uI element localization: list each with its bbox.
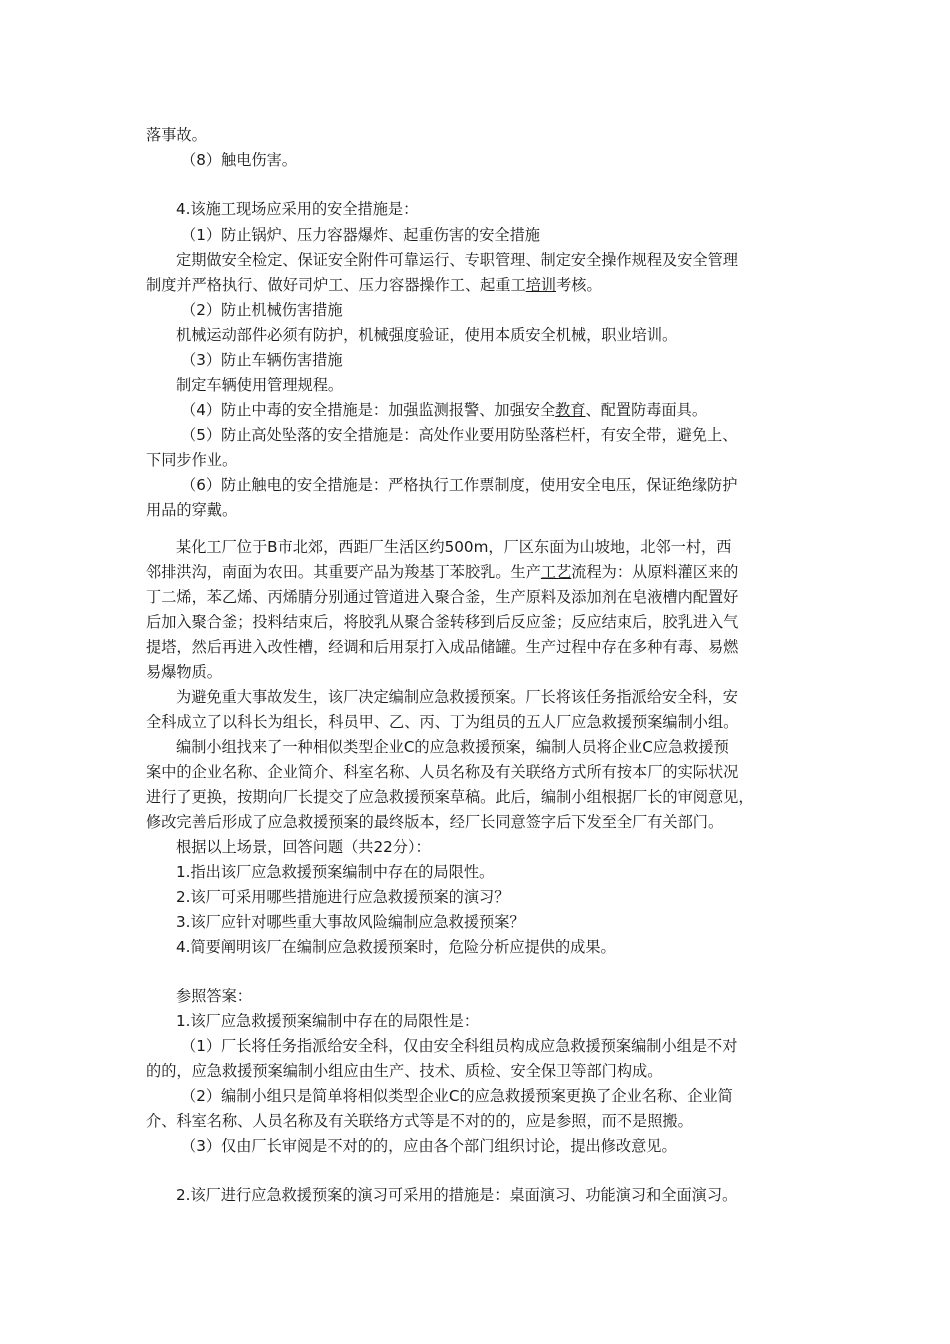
- text-line: 进行了更换，按期向厂长提交了应急救援预案草稿。此后，编制小组根据厂长的审阅意见，: [146, 788, 754, 806]
- text-line: 制定车辆使用管理规程。: [176, 376, 344, 394]
- text-segment: 考核。: [556, 276, 602, 294]
- text-line: 后加入聚合釜；投料结束后，将胶乳从聚合釜转移到后反应釜；反应结束后，胶乳进入气: [146, 613, 739, 631]
- text-line: 修改完善后形成了应急救援预案的最终版本，经厂长同意签字后下发至全厂有关部门。: [146, 813, 724, 831]
- text-line: 的的，应急救援预案编制小组应由生产、技术、质检、安全保卫等部门构成。: [146, 1062, 663, 1080]
- text-segment: （4）防止中毒的安全措施是：加强监测报警、加强安全: [181, 401, 556, 419]
- text-line: （2）防止机械伤害措施: [181, 301, 343, 319]
- text-line: [181, 400, 707, 420]
- answer-item: 1.该厂应急救援预案编制中存在的局限性是：: [176, 1012, 480, 1030]
- link-education[interactable]: 教育: [555, 401, 586, 419]
- answer-item: 2.该厂进行应急救援预案的演习可采用的措施是：桌面演习、功能演习和全面演习。: [176, 1186, 738, 1204]
- text-line: 机械运动部件必须有防护，机械强度验证，使用本质安全机械，职业培训。: [176, 326, 678, 344]
- text-line: 编制小组找来了一种相似类型企业C的应急救援预案，编制人员将企业C应急救援预: [176, 738, 729, 756]
- text-segment: 、配置防毒面具。: [585, 401, 708, 419]
- text-segment: 邻排洪沟，南面为农田。其重要产品为羧基丁苯胶乳。生产: [146, 563, 541, 581]
- text-line: [146, 562, 738, 582]
- text-line: 某化工厂位于B市北郊，西距厂生活区约500m，厂区东面为山坡地，北邻一村，西: [176, 538, 732, 556]
- text-line: （1）防止锅炉、压力容器爆炸、起重伤害的安全措施: [181, 226, 540, 244]
- text-line: （8）触电伤害。: [181, 151, 297, 169]
- text-line: 下同步作业。: [146, 451, 238, 469]
- text-segment: 制度并严格执行、做好司炉工、压力容器操作工、起重工: [146, 276, 526, 294]
- question-item: 3.该厂应针对哪些重大事故风险编制应急救援预案？: [176, 913, 525, 931]
- question-item: 2.该厂可采用哪些措施进行应急救援预案的演习？: [176, 888, 510, 906]
- question-item: 4.简要阐明该厂在编制应急救援预案时，危险分析应提供的成果。: [176, 938, 616, 956]
- text-line: （5）防止高处坠落的安全措施是：高处作业要用防坠落栏杆，有安全带，避免上、: [181, 426, 738, 444]
- text-line: 为避免重大事故发生，该厂决定编制应急救援预案。厂长将该任务指派给安全科，安: [176, 688, 738, 706]
- text-line: 根据以上场景，回答问题（共22分）：: [176, 838, 431, 856]
- text-line: 提塔，然后再进入改性槽，经调和后用泵打入成品储罐。生产过程中存在多种有毒、易燃: [146, 638, 739, 656]
- text-line: 丁二烯，苯乙烯、丙烯腈分别通过管道进入聚合釜，生产原料及添加剂在皂液槽内配置好: [146, 588, 739, 606]
- text-line: （2）编制小组只是简单将相似类型企业C的应急救援预案更换了企业名称、企业简: [181, 1087, 733, 1105]
- text-segment: 流程为：从原料灌区来的: [571, 563, 739, 581]
- text-line: （3）仅由厂长审阅是不对的的，应由各个部门组织讨论，提出修改意见。: [181, 1137, 677, 1155]
- link-process[interactable]: 工艺: [540, 563, 572, 581]
- text-line: （1）厂长将任务指派给安全科，仅由安全科组员构成应急救援预案编制小组是不对: [181, 1037, 738, 1055]
- text-line: 易爆物质。: [146, 663, 222, 681]
- text-line: 介、科室名称、人员名称及有关联络方式等是不对的的，应是参照，而不是照搬。: [146, 1112, 693, 1130]
- section-heading: 4.该施工现场应采用的安全措施是：: [176, 200, 419, 218]
- answer-heading: 参照答案：: [176, 987, 252, 1005]
- text-line: （6）防止触电的安全措施是：严格执行工作票制度，使用安全电压，保证绝缘防护: [181, 476, 738, 494]
- text-line: （3）防止车辆伤害措施: [181, 351, 343, 369]
- text-line: 全科成立了以科长为组长，科员甲、乙、丙、丁为组员的五人厂应急救援预案编制小组。: [146, 713, 739, 731]
- question-item: 1.指出该厂应急救援预案编制中存在的局限性。: [176, 863, 495, 881]
- link-training[interactable]: 培训: [525, 276, 557, 294]
- text-line: 定期做安全检定、保证安全附件可靠运行、专职管理、制定安全操作规程及安全管理: [176, 251, 738, 269]
- text-line: [146, 275, 602, 295]
- text-line: 用品的穿戴。: [146, 501, 238, 519]
- text-line: 案中的企业名称、企业简介、科室名称、人员名称及有关联络方式所有按本厂的实际状况: [146, 763, 739, 781]
- text-line: 落事故。: [146, 126, 207, 144]
